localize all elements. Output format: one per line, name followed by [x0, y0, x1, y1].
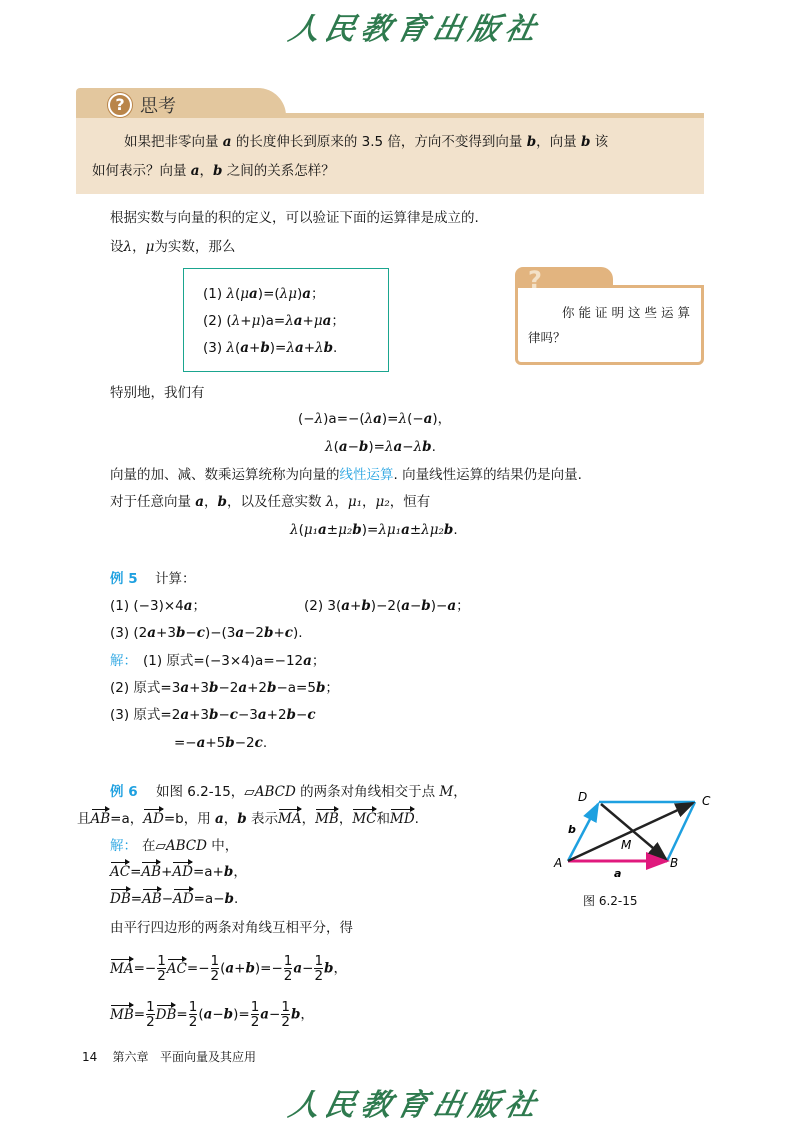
- example5-q3: (3) (2a+3b−c)−(3a−2b+c).: [110, 625, 303, 641]
- footer: [82, 1048, 256, 1065]
- example6-label: 例 6: [110, 784, 138, 800]
- example5-s2: (2) 原式=3a+3b−2a+2b−a=5b；: [110, 680, 339, 696]
- example6-s3: DB=AB−AD=a−b.: [110, 891, 239, 907]
- special-formula-1: (−λ)a=−(λa)=λ(−a)，: [298, 411, 452, 427]
- example6-s4: 由平行四边形的两条对角线互相平分，得: [110, 920, 353, 936]
- any-vectors-text: 对于任意向量 a，b，以及任意实数 λ，μ₁，μ₂，恒有: [110, 494, 431, 510]
- example6-s1: 在▱ABCD 中，: [142, 838, 239, 854]
- example6-s5: MA=− $\frac{1}{2}$ AC=− $\frac{1}{2}$ (a+b)=− $\frac{1}{2}$ a− $\frac{1}{2}$ b，: [110, 953, 347, 984]
- example5-label: 例 5: [110, 571, 138, 587]
- side-note-box: [515, 285, 704, 365]
- linear-definition: [110, 466, 582, 484]
- example5-q1: (1) (−3)×4a；: [110, 598, 206, 614]
- vector-db: [601, 804, 666, 859]
- label-b: B: [670, 856, 679, 870]
- label-m: M: [621, 838, 632, 852]
- example5-s3: (3) 原式=2a+3b−c−3a+2b−c: [110, 707, 316, 723]
- linear-operation-term: 线性运算: [339, 467, 394, 483]
- example5-q2: (2) 3(a+b)−2(a−b)−a；: [304, 598, 470, 614]
- special-intro: 特别地，我们有: [110, 385, 205, 401]
- think-text-2: 如何表示？向量 a，b 之间的关系怎样？: [92, 163, 335, 179]
- example6-s6: MB= $\frac{1}{2}$ DB= $\frac{1}{2}$ (a−b)= $\frac{1}{2}$ a− $\frac{1}{2}$ b，: [110, 999, 314, 1030]
- example6-line2: 且AB=a，AD=b，用 a，b 表示MA，MB，MC和MD.: [77, 811, 419, 827]
- example5-solution-label: 解：: [110, 653, 137, 669]
- think-title: 思考: [140, 96, 176, 117]
- law-3: (3) λ(a+b)=λa+λb.: [203, 340, 338, 356]
- label-c: C: [702, 794, 711, 808]
- side-bc: [667, 802, 695, 861]
- example5-s1: (1) 原式=(−3×4)a=−12a；: [143, 653, 326, 669]
- side-note-line-2: 律吗？: [528, 330, 566, 345]
- example5-s3b: =−a+5b−2c.: [174, 735, 268, 751]
- general-formula: λ(μ₁a±μ₂b)=λμ₁a±λμ₂b.: [290, 522, 458, 538]
- figure-caption: 图 6.2-15: [583, 894, 638, 908]
- label-vec-b: b: [568, 823, 576, 836]
- intro-text: 根据实数与向量的积的定义，可以验证下面的运算律是成立的.: [110, 210, 479, 226]
- example5-task: 计算：: [155, 571, 196, 587]
- think-text-1: 如果把非零向量 a 的长度伸长到原来的 3.5 倍，方向不变得到向量 b，向量 b 该: [124, 134, 609, 150]
- label-vec-a: a: [614, 867, 622, 880]
- label-d: D: [578, 790, 588, 804]
- publisher-logo-top: 人民教育出版社: [285, 12, 545, 47]
- example6-line1: 如图 6.2-15，▱ABCD 的两条对角线相交于点 M，: [156, 784, 467, 800]
- side-note-line-1: 你能证明这些运算: [562, 305, 695, 320]
- question-mark-icon: ?: [528, 266, 542, 294]
- publisher-logo-bottom: 人民教育出版社: [285, 1088, 545, 1123]
- page-number: 14: [82, 1050, 98, 1064]
- label-a: A: [554, 856, 563, 870]
- parallelogram-figure: [550, 785, 720, 885]
- question-icon: ?: [108, 93, 132, 117]
- def-text-after: . 向量线性运算的结果仍是向量.: [393, 467, 582, 483]
- think-box: [76, 118, 704, 194]
- example6-s2: AC=AB+AD=a+b，: [110, 864, 247, 880]
- law-1: (1) λ(μa)=(λμ)a；: [203, 286, 325, 302]
- def-text: 向量的加、减、数乘运算统称为向量的: [110, 467, 340, 483]
- example6-solution-label: 解：: [110, 838, 137, 854]
- intro-let: 设λ，μ为实数，那么: [110, 239, 236, 255]
- special-formula-2: λ(a−b)=λa−λb.: [325, 439, 436, 455]
- chapter-title: 平面向量及其应用: [160, 1050, 257, 1064]
- law-2: (2) (λ+μ)a=λa+μa；: [203, 313, 345, 329]
- chapter-number: 第六章: [112, 1050, 149, 1064]
- vector-ac: [568, 803, 693, 861]
